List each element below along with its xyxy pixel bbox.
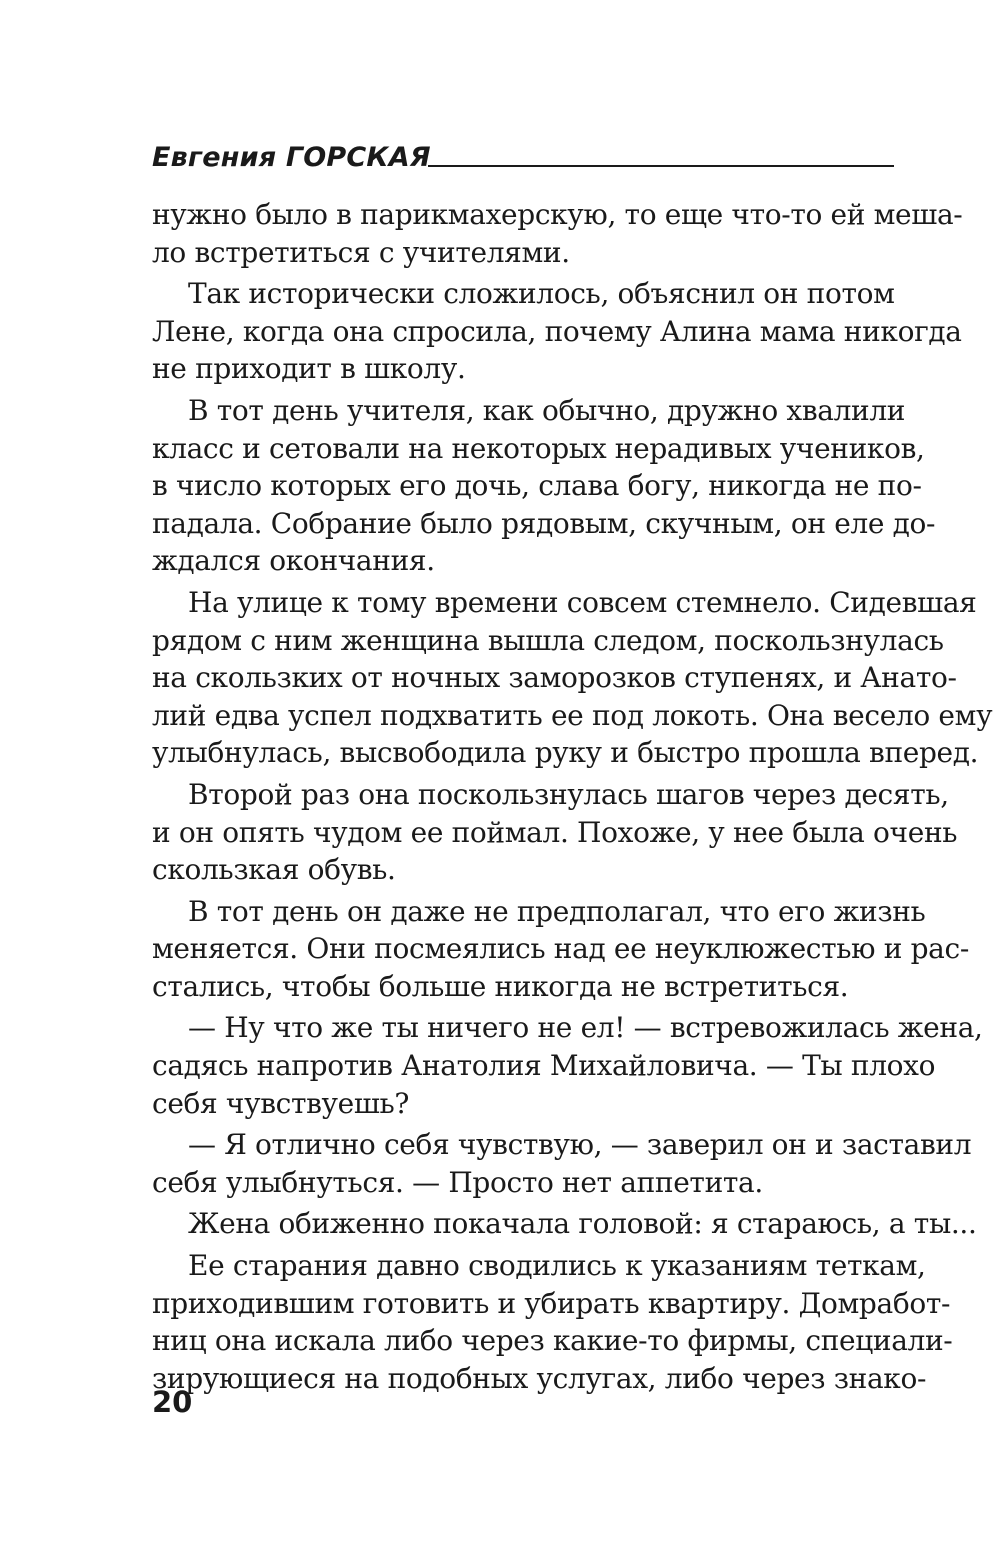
text-line: не приходит в школу.	[152, 352, 466, 386]
text-line: ниц она искала либо через какие-то фирмы, специали-	[152, 1324, 953, 1358]
paragraph	[152, 776, 958, 889]
page-number: 20	[152, 1385, 193, 1419]
paragraph	[152, 1009, 983, 1122]
text-line: лий едва успел подхватить ее под локоть. Она весело ему	[152, 698, 993, 732]
text-line: ждался окончания.	[152, 544, 435, 578]
paragraph	[152, 1247, 953, 1397]
text-line: рядом с ним женщина вышла следом, поскользнулась	[152, 623, 944, 657]
text-line: Ее старания давно сводились к указаниям теткам,	[188, 1249, 926, 1283]
text-line: нужно было в парикмахерскую, то еще что-то ей меша-	[152, 198, 963, 231]
text-line: приходившим готовить и убирать квартиру. Домработ-	[152, 1286, 951, 1320]
text-line: садясь напротив Анатолия Михайловича. — Ты плохо	[152, 1049, 936, 1083]
paragraph	[152, 584, 993, 772]
text-line: улыбнулась, высвободила руку и быстро прошла вперед.	[152, 736, 979, 770]
text-line: класс и сетовали на некоторых нерадивых учеников,	[152, 431, 925, 465]
paragraph	[152, 1126, 972, 1201]
text-line: Второй раз она поскользнулась шагов через десять,	[188, 777, 949, 811]
text-line: и он опять чудом ее поймал. Похоже, у нее была очень	[152, 815, 958, 849]
header-rule	[428, 165, 894, 167]
paragraph	[152, 275, 962, 388]
text-line: зирующиеся на подобных услугах, либо через знако-	[152, 1361, 927, 1395]
text-line: В тот день он даже не предполагал, что его жизнь	[188, 894, 926, 928]
text-line: Жена обиженно покачала головой: я стараюсь, а ты...	[188, 1207, 977, 1241]
author-name: Евгения ГОРСКАЯ	[152, 142, 431, 173]
text-line: Так исторически сложилось, объяснил он потом	[188, 277, 895, 311]
text-line: ло встретиться с учителями.	[152, 235, 570, 269]
text-line: Лене, когда она спросила, почему Алина мама никогда	[152, 314, 962, 348]
text-line: падала. Собрание было рядовым, скучным, он еле до-	[152, 506, 936, 540]
text-line: на скользких от ночных заморозков ступенях, и Анато-	[152, 661, 957, 695]
text-line: стались, чтобы больше никогда не встретиться.	[152, 969, 849, 1003]
body-text	[152, 196, 993, 1397]
paragraph	[152, 893, 969, 1006]
text-line: — Я отлично себя чувствую, — заверил он и заставил	[188, 1128, 972, 1162]
text-line: себя улыбнуться. — Просто нет аппетита.	[152, 1165, 763, 1199]
text-line: В тот день учителя, как обычно, дружно хвалили	[188, 393, 906, 427]
text-line: На улице к тому времени совсем стемнело. Сидевшая	[188, 585, 977, 619]
text-line: меняется. Они посмеялись над ее неуклюжестью и рас-	[152, 932, 969, 966]
paragraph	[152, 1205, 977, 1243]
text-line: в число которых его дочь, слава богу, никогда не по-	[152, 469, 922, 503]
text-line: себя чувствуешь?	[152, 1086, 410, 1120]
text-line: — Ну что же ты ничего не ел! — встревожилась жена,	[188, 1011, 983, 1045]
paragraph	[152, 392, 936, 580]
paragraph	[152, 196, 963, 271]
running-head	[152, 140, 894, 180]
text-line: скользкая обувь.	[152, 853, 396, 887]
